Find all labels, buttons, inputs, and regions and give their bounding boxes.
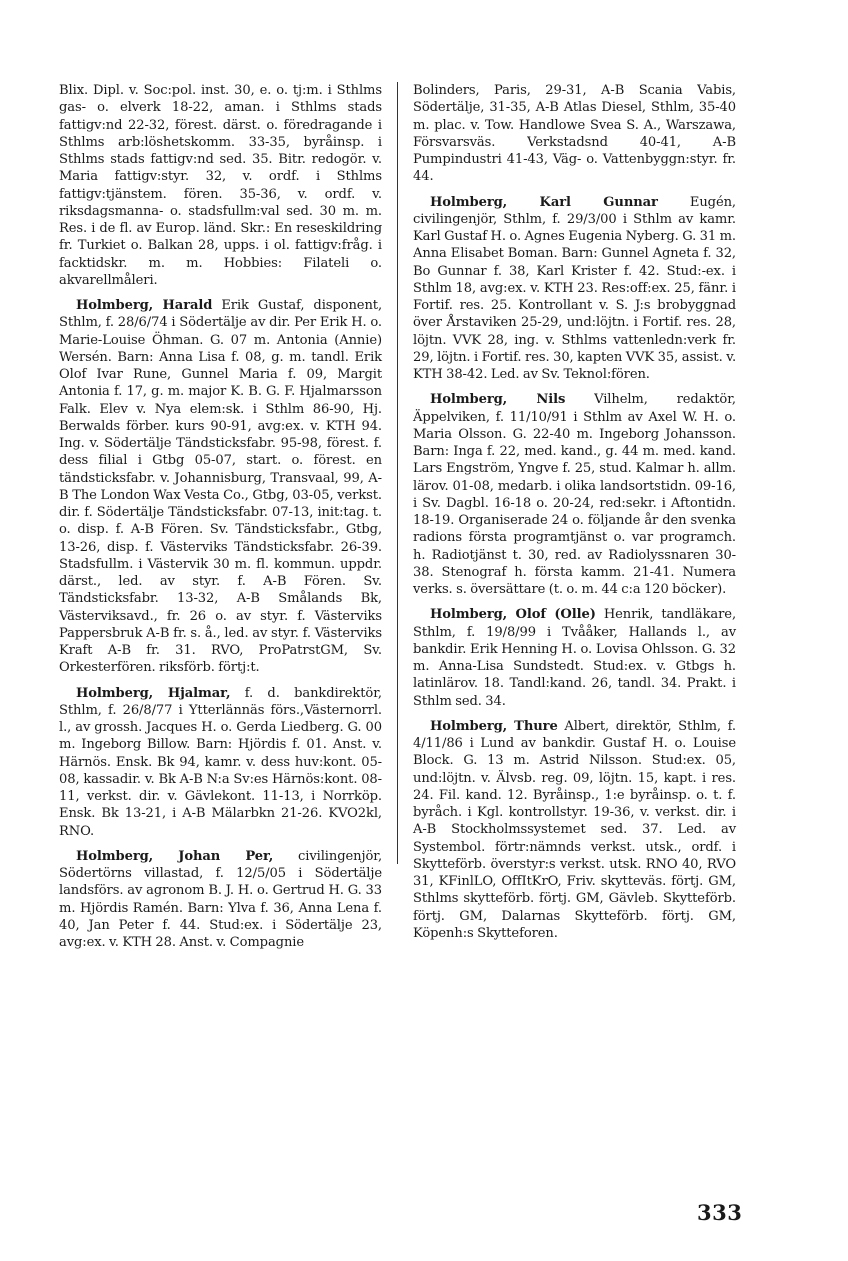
right-column [413,82,736,950]
biography-entry [59,82,382,289]
entry-heading: Holmberg, Olof (Olle) [430,607,596,623]
biography-entry [59,297,382,677]
biography-entry [413,606,736,710]
entry-text: civilingenjör, Södertörns villastad, f. 12/5/05 i Södertälje landsförs. av agronom B. J. H. o. Gertrud H. G. 33 m. Hjördis Ramén. Barn: Ylva f. 36, Anna Lena f. 40, Jan Peter f. 44. Stud:ex. i Södertälje 23, avg:ex. v. KTH 28. Anst. v. Compagnie [59,848,383,950]
biography-entry [59,685,382,840]
biography-entry [59,848,382,952]
entry-text: Bolinders, Paris, 29-31, A-B Scania Vabis, Södertälje, 31-35, A-B Atlas Diesel, Sthlm, 35-40 m. plac. v. Tow. Handlowe Svea S. A., Warszawa, Försvarsväs. Verkstadsnd 40-41, A-B Pumpindustri 41-43, Väg- o. Vattenbyggn:styr. fr. 44. [413,83,736,185]
entry-heading: Holmberg, Harald [76,298,213,313]
entry-text: Vilhelm, redaktör, Äppelviken, f. 11/10/91 i Sthlm av Axel W. H. o. Maria Olsson. G. 22-40 m. Ingeborg Johansson. Barn: Inga f. 22, med. kand., g. 44 m. med. kand. Lars Engström, Yngve f. 25, stud. Kalmar h. allm. lärov. 01-08, medarb. i olika landsortstidn. 09-16, i Sv. Dagbl. 16-18 o. 20-24, red:sekr. i Aftontidn. 18-19. Organiserade 24 o. följande år den svenka radions första programtjänst o. var programch. h. Radiotjänst t. 30, red. av Radiolyssnaren 30-38. Stenograf h. första kamm. 21-41. Numera verks. s. översättare (t. o. m. 44 c:a 120 böcker). [413,392,736,597]
biography-entry [413,194,736,384]
column-divider [397,82,398,864]
entry-text: Erik Gustaf, disponent, Sthlm, f. 28/6/74 i Södertälje av dir. Per Erik H. o. Marie-Louise Öhman. G. 07 m. Antonia (Annie) Wersén. Barn: Anna Lisa f. 08, g. m. tandl. Erik Olof Ivar Rune, Gunnel Maria f. 09, Margit Antonia f. 17, g. m. major K. B. G. F. Hjalmarsson Falk. Elev v. Nya elem:sk. i Sthlm 86-90, Hj. Berwalds förber. kurs 90-91, avg:ex. v. KTH 94. Ing. v. Södertälje Tändsticksfabr. 95-98, förest. f. dess filial i Gtbg 05-07, start. o. förest. en tändsticksfabr. v. Johannisburg, Transvaal, 99, A-B The London Wax Vesta Co., Gtbg, 03-05, verkst. dir. f. Södertälje Tändsticksfabr. 07-13, init:tag. t. o. disp. f. A-B Fören. Sv. Tändsticksfabr., Gtbg, 13-26, disp. f. Västerviks Tändsticksfabr. 26-39. Stadsfullm. i Västervik 30 m. fl. kommun. uppdr. därst., led. av styr. f. A-B Fören. Sv. Tändsticksfabr. 13-32, A-B Smålands Bk, Västerviksavd., fr. 26 o. av styr. f. Västerviks Pappersbruk A-B fr. s. å., led. av styr. f. Västerviks Kraft A-B fr. 31. RVO, ProPatrstGM, Sv. Orkesterfören. riksförb. förtj:t. [59,298,382,676]
entry-text: Blix. Dipl. v. Soc:pol. inst. 30, e. o. tj:m. i Sthlms gas- o. elverk 18-22, aman. i Sthlms stads fattigv:nd 22-32, förest. därst. o. föredragande i Sthlms arb:löshetskomm. 33-35, byråinsp. i Sthlms stads fattigv:nd sed. 35. Bitr. redogör. v. Maria fattigv:styr. 32, v. ordf. i Sthlms fattigv:tjänstem. fören. 35-36, v. ordf. v. riksdagsmanna- o. stadsfullm:val sed. 30 m. m. Res. i de fl. av Europ. länd. Skr.: En reseskildring fr. Turkiet o. Balkan 28, upps. i ol. fattigv:fråg. i facktidskr. m. m. Hobbies: Filateli o. akvarellmåleri. [59,83,382,288]
entry-heading: Holmberg, Thure [430,718,558,734]
biography-entry [413,391,736,598]
entry-heading: Holmberg, Hjalmar, [76,685,231,701]
biography-entry [413,82,736,186]
entry-heading: Holmberg, Johan Per, [76,848,274,864]
entry-text: f. d. bankdirektör, Sthlm, f. 26/8/77 i Ytterlännäs förs.,Västernorrl. l., av grossh. Jacques H. o. Gerda Liedberg. G. 00 m. Ingeborg Billow. Barn: Hjördis f. 01. Anst. v. Härnös. Ensk. Bk 94, kamr. v. dess huv:kont. 05-08, kassadir. v. Bk A-B N:a Sv:es Härnös:kont. 08-11, verkst. dir. v. Gävlekont. 11-13, i Norrköp. Ensk. Bk 13-21, i A-B Mälarbkn 21-26. KVO2kl, RNO. [59,685,382,839]
entry-heading: Holmberg, Nils [430,392,566,408]
entry-heading: Holmberg, Karl Gunnar [430,194,658,210]
biography-entry [413,718,736,942]
entry-text: Eugén, civilingenjör, Sthlm, f. 29/3/00 i Sthlm av kamr. Karl Gustaf H. o. Agnes Eugenia Nyberg. G. 31 m. Anna Elisabet Boman. Barn: Gunnel Agneta f. 32, Bo Gunnar f. 38, Karl Krister f. 42. Stud:-ex. i Sthlm 18, avg:ex. v. KTH 23. Res:off:ex. 25, fänr. i Fortif. res. 25. Kontrollant v. S. J:s brobyggnad över Årstaviken 25-29, und:löjtn. i Fortif. res. 28, löjtn. VVK 28, ing. v. Sthlms vattenledn:verk fr. 29, löjtn. i Fortif. res. 30, kapten VVK 35, assist. v. KTH 38-42. Led. av Sv. Teknol:fören. [413,194,736,382]
entry-text: Henrik, tandläkare, Sthlm, f. 19/8/99 i Tvååker, Hallands l., av bankdir. Erik Henning H. o. Lovisa Ohlsson. G. 32 m. Anna-Lisa Sundstedt. Stud:ex. v. Gtbgs h. latinlärov. 18. Tandl:kand. 26, tandl. 34. Prakt. i Sthlm sed. 34. [413,607,737,709]
entry-text: Albert, direktör, Sthlm, f. 4/11/86 i Lund av bankdir. Gustaf H. o. Louise Block. G. 13 m. Astrid Nilsson. Stud:ex. 05, und:löjtn. v. Älvsb. reg. 09, löjtn. 15, kapt. i res. 24. Fil. kand. 12. Byråinsp., 1:e byråinsp. o. t. f. byråch. i Kgl. kontrollstyr. 19-36, v. verkst. dir. i A-B Stockholmssystemet sed. 37. Led. av Systembol. förtr:nämnds verkst. utsk., ordf. i Skytteförb. överstyr:s verkst. utsk. RNO 40, RVO 31, KFinlLO, OffItKrO, Friv. skytteväs. förtj. GM, Sthlms skytteförb. förtj. GM, Gävleb. Skytteförb. förtj. GM, Dalarnas Skytteförb. förtj. GM, Köpenh:s Skytteforen. [413,718,736,941]
left-column [59,82,382,959]
page-number: 333 [697,1200,743,1225]
